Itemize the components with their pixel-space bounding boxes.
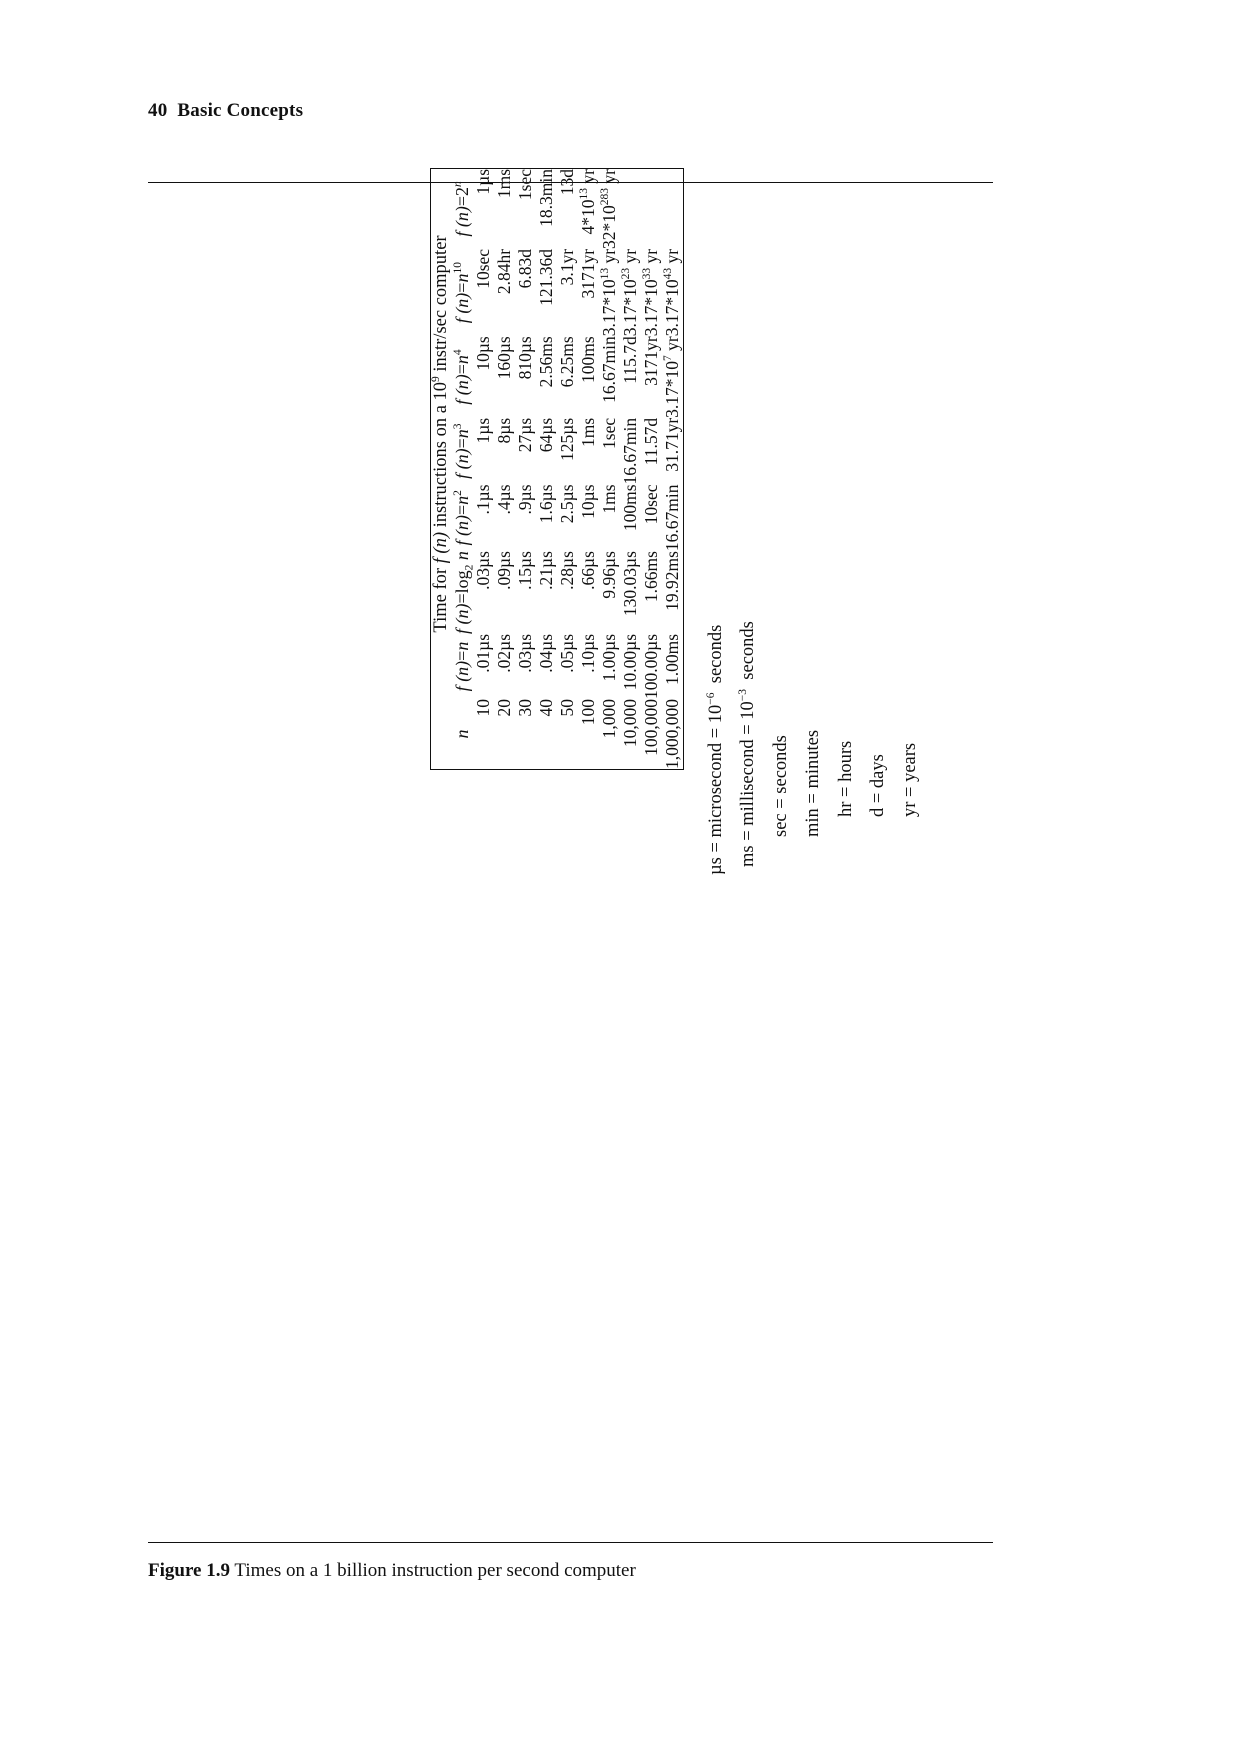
cell-n2: 10sec (641, 484, 661, 525)
cell-n1: .05µs (557, 633, 577, 673)
span-header-exp: 9 (429, 376, 442, 382)
cell-n: 100 (578, 699, 598, 726)
cell-n4: 16.67min (599, 336, 619, 403)
table-row (557, 168, 578, 769)
figure-caption-text: Times on a 1 billion instruction per second computer (234, 1560, 636, 1581)
cell-n10: 10sec (473, 248, 493, 289)
cell-2n: 1µs (473, 168, 493, 195)
page-section-title: Basic Concepts (177, 100, 304, 121)
cell-n1: .01µs (473, 633, 493, 673)
cell-n10: $3.17*10^{43}$ yr (662, 248, 682, 337)
column-header-n1: f (n)=n (452, 641, 472, 692)
cell-n10: 121.36d (536, 248, 556, 306)
legend-item-years: yr = years (900, 742, 921, 817)
cell-2n: 13d (557, 168, 577, 196)
column-header-n: n (452, 729, 472, 739)
footer-rule (148, 1542, 993, 1543)
legend-item-millisecond: ms = millisecond = $10^{-3}$ seconds (737, 621, 759, 867)
legend-item-microsecond: µs = microsecond = $10^{-6}$ seconds (704, 624, 726, 875)
table-body (473, 168, 684, 769)
cell-n2: .9µs (515, 484, 535, 515)
cell-n: 10 (473, 699, 493, 717)
cell-n3: 16.67min (620, 417, 640, 485)
cell-n2: 1ms (599, 484, 619, 514)
cell-n4: 6.25ms (557, 336, 577, 388)
cell-2n (641, 168, 662, 248)
figure-caption-label: Figure 1.9 (148, 1560, 230, 1581)
cell-n: 40 (536, 699, 556, 717)
cell-n3: 125µs (557, 417, 577, 461)
cell-log: .09µs (494, 551, 514, 590)
legend-item-seconds: sec = seconds (770, 735, 791, 837)
units-legend (700, 621, 927, 875)
cell-log: 130.03µs (620, 551, 640, 617)
table-row (641, 168, 662, 769)
column-header-n10: f $(n)=n^{10}$ (452, 262, 472, 324)
cell-n2: 1.6µs (536, 484, 556, 524)
table-row (620, 168, 641, 769)
table-row (473, 168, 494, 769)
table-row (662, 168, 684, 769)
cell-n: 50 (557, 699, 577, 717)
cell-n1: .02µs (494, 633, 514, 673)
column-header-n2: f $(n)=n^2$ (452, 490, 472, 546)
span-header-tail: instr/sec computer (431, 235, 451, 372)
cell-n4: 160µs (494, 336, 514, 380)
page-number: 40 (148, 100, 168, 121)
cell-n4: 10µs (473, 336, 493, 371)
legend-item-hours: hr = hours (835, 740, 856, 817)
cell-n3: 1sec (599, 417, 619, 449)
cell-log: .15µs (515, 551, 535, 590)
cell-n: 100,000 (641, 699, 661, 756)
cell-n: 30 (515, 699, 535, 717)
cell-2n: 1sec (515, 168, 535, 201)
times-table (430, 168, 684, 770)
cell-log: .21µs (536, 551, 556, 590)
cell-n1: 1.00µs (599, 633, 619, 682)
cell-log: .03µs (473, 551, 493, 590)
cell-n1: 10.00µs (620, 633, 640, 691)
cell-n: 10,000 (620, 699, 640, 748)
cell-log: 1.66ms (641, 551, 661, 603)
cell-n4: 2.56ms (536, 336, 556, 388)
cell-n10: 3.1yr (557, 248, 577, 286)
cell-n2: 2.5µs (557, 484, 577, 524)
cell-n2: 10µs (578, 484, 598, 519)
cell-2n: 1ms (494, 168, 514, 199)
cell-n: 1,000 (599, 699, 619, 739)
cell-n3: 8µs (494, 417, 514, 444)
cell-n3: 1µs (473, 417, 493, 444)
cell-2n (620, 168, 641, 248)
cell-n: 1,000,000 (662, 699, 682, 769)
legend-item-minutes: min = minutes (803, 729, 824, 837)
table-span-header (431, 168, 453, 699)
column-header-n3: f $(n)=n^3$ (452, 423, 472, 479)
table-row (536, 168, 557, 769)
cell-n10: 2.84hr (494, 248, 514, 295)
table-row (515, 168, 536, 769)
cell-n1: 100.00µs (641, 633, 661, 699)
cell-n1: .04µs (536, 633, 556, 673)
table-row (494, 168, 515, 769)
cell-n3: 27µs (515, 417, 535, 453)
cell-2n: $4*10^{13}$ yr (578, 168, 598, 235)
cell-log: 19.92ms (662, 551, 682, 611)
cell-n: 20 (494, 699, 514, 717)
cell-n3: 1ms (578, 417, 598, 448)
cell-n2: 100ms (620, 484, 640, 532)
cell-n10: $3.17*10^{13}$ yr (599, 248, 619, 337)
span-header-pre: Time for (431, 567, 451, 633)
cell-n2: .4µs (494, 484, 514, 515)
cell-n1: .10µs (578, 633, 598, 673)
cell-n1: 1.00ms (662, 633, 682, 686)
figure-caption (148, 1560, 636, 1582)
cell-n10: 3171yr (578, 248, 598, 299)
table-row (578, 168, 599, 769)
column-header-n4: f $(n)=n^4$ (452, 349, 472, 405)
cell-n2: 16.67min (662, 484, 682, 552)
cell-log: .66µs (578, 551, 598, 590)
cell-n10: 6.83d (515, 248, 535, 289)
cell-n3: 31.71yr (662, 417, 682, 472)
table-column-header-row (452, 168, 473, 769)
table-row (599, 168, 620, 769)
cell-n10: $3.17*10^{23}$ yr (620, 248, 640, 337)
cell-n4: 100ms (578, 336, 598, 383)
cell-log: .28µs (557, 551, 577, 590)
column-header-2n: f $(n)=2^n$ (452, 181, 472, 237)
span-header-post: instructions on a 10 (431, 381, 451, 528)
column-header-log: f $(n)=\log_2$ n (452, 551, 476, 634)
legend-item-days: d = days (867, 754, 888, 817)
cell-2n: 18.3min (536, 168, 556, 227)
cell-n10: $3.17*10^{33}$ yr (641, 248, 661, 337)
cell-n2: .1µs (473, 484, 493, 515)
cell-n4: 810µs (515, 336, 535, 380)
cell-2n (662, 168, 684, 248)
table-span-header-row (431, 168, 453, 769)
cell-n3: 64µs (536, 417, 556, 453)
span-header-fn: f (n) (431, 532, 451, 564)
cell-n4: 3171yr (641, 336, 661, 386)
cell-n1: .03µs (515, 633, 535, 673)
cell-n4: 115.7d (620, 336, 640, 384)
cell-2n: $32*10^{283}$ yr (599, 168, 619, 249)
cell-n3: 11.57d (641, 417, 661, 466)
cell-log: 9.96µs (599, 551, 619, 599)
cell-n4: $3.17*10^7$ yr (662, 336, 682, 418)
